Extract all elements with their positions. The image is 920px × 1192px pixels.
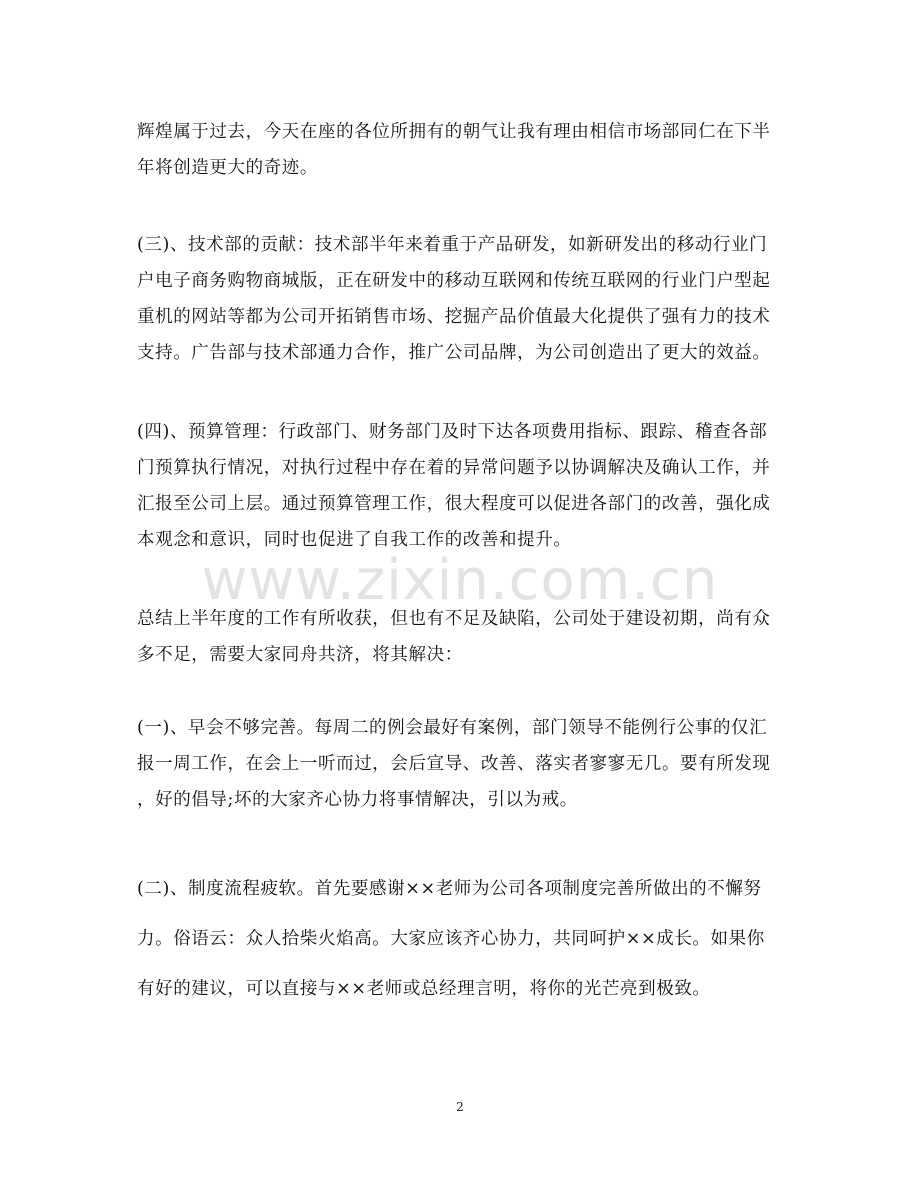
- paragraph-morning-meeting: [137, 710, 783, 818]
- text-line: 有好的建议，可以直接与××老师或总经理言明，将你的光芒亮到极致。: [137, 979, 711, 999]
- text-line: 汇报至公司上层。通过预算管理工作，很大程度可以促进各部门的改善，强化成: [137, 494, 771, 514]
- text-line: 总结上半年度的工作有所收获，但也有不足及缺陷，公司处于建设初期，尚有众: [137, 609, 771, 629]
- text-line: 支持。广告部与技术部通力合作，推广公司品牌，为公司创造出了更大的效益。: [137, 343, 771, 363]
- paragraph-process-system: [137, 871, 783, 1014]
- text-line: 多不足，需要大家同舟共济，将其解决：: [137, 645, 463, 665]
- paragraph-tech-department: [137, 227, 783, 371]
- text-line: 门预算执行情况，对执行过程中存在着的异常问题予以协调解决及确认工作，并: [137, 458, 771, 478]
- text-line: (三)、技术部的贡献：技术部半年来着重于产品研发，如新研发出的移动行业门: [137, 235, 768, 255]
- text-line: 年将创造更大的奇迹。: [137, 158, 318, 178]
- text-line: (一)、早会不够完善。每周二的例会最好有案例，部门领导不能例行公事的仅汇: [137, 718, 768, 738]
- paragraph-marketing-conclusion: [137, 114, 783, 186]
- text-line: 本观念和意识，同时也促进了自我工作的改善和提升。: [137, 530, 572, 550]
- text-line: ，好的倡导;坏的大家齐心协力将事情解决，引以为戒。: [137, 790, 578, 810]
- text-line: 辉煌属于过去，今天在座的各位所拥有的朝气让我有理由相信市场部同仁在下半: [137, 122, 771, 142]
- text-line: 力。俗语云：众人拾柴火焰高。大家应该齐心协力，共同呵护××成长。如果你: [137, 929, 765, 949]
- text-line: (四)、预算管理：行政部门、财务部门及时下达各项费用指标、跟踪、稽查各部: [137, 422, 768, 442]
- text-line: 重机的网站等都为公司开拓销售市场、挖掘产品价值最大化提供了强有力的技术: [137, 307, 771, 327]
- watermark: www.zixin.com.cn: [201, 548, 719, 613]
- text-line: 报一周工作，在会上一听而过，会后宣导、改善、落实者寥寥无几。要有所发现: [137, 754, 771, 774]
- paragraph-budget-management: [137, 414, 783, 558]
- text-line: (二)、制度流程疲软。首先要感谢××老师为公司各项制度完善所做出的不懈努: [137, 879, 762, 899]
- page-number: 2: [456, 1100, 464, 1114]
- paragraph-summary: [137, 601, 783, 673]
- text-line: 户电子商务购物商城版，正在研发中的移动互联网和传统互联网的行业门户型起: [137, 271, 771, 291]
